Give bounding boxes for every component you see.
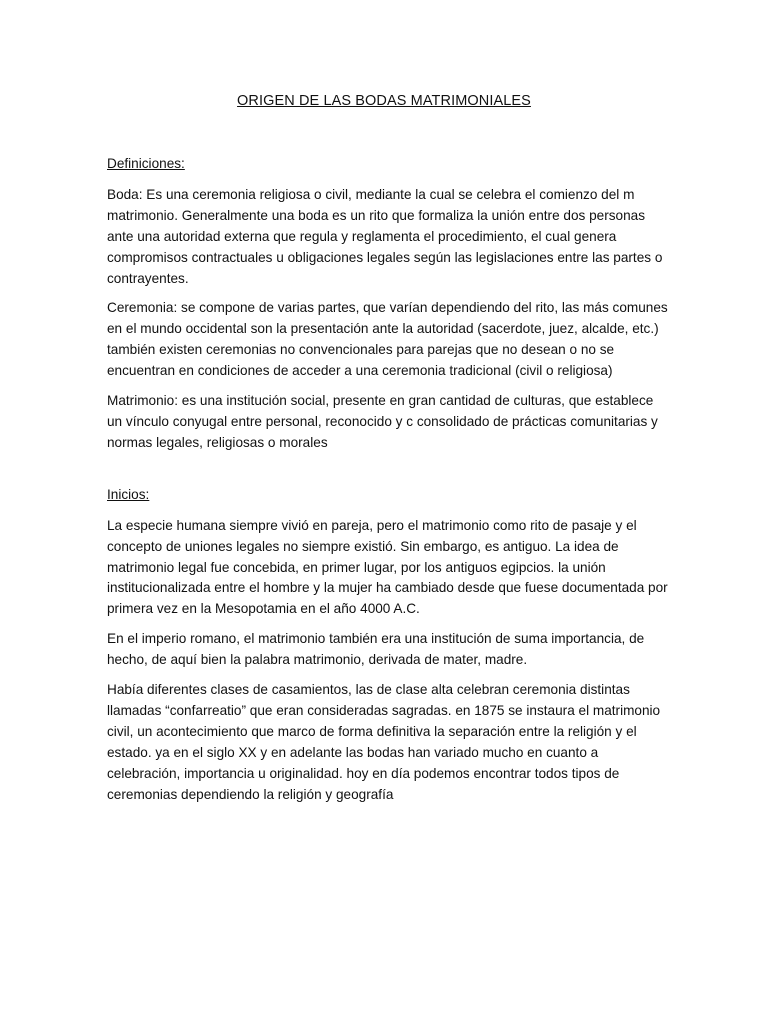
paragraph-matrimonio: Matrimonio: es una institución social, presente en gran cantidad de culturas, que establece un vínculo conyugal entre personal, reconocido y c consolidado de prácticas comunitarias y normas legales, religiosas o morales — [107, 393, 658, 450]
page-title: ORIGEN DE LAS BODAS MATRIMONIALES — [237, 93, 531, 109]
paragraph-casamientos: Había diferentes clases de casamientos, las de clase alta celebran ceremonia distintas llamadas “confarreatio” que eran consideradas sagradas. en 1875 se instaura el matrimonio civil, un acontecimiento que marco de forma definitiva la separación entre la religión y el estado. ya en el siglo XX y en adelante las bodas han variado mucho en cuanto a celebración, importancia u originalidad. hoy en día podemos encontrar todos tipos de ceremonias dependiendo la religión y geografía — [107, 682, 661, 802]
paragraph-ceremonia: Ceremonia: se compone de varias partes, que varían dependiendo del rito, las más comunes en el mundo occidental son la presentación ante la autoridad (sacerdote, juez, alcalde, etc.) también existen ceremonias no convencionales para parejas que no desean o no se encuentran en condiciones de acceder a una ceremonia tradicional (civil o religiosa) — [107, 300, 668, 379]
paragraph-imperio-romano: En el imperio romano, el matrimonio también era una institución de suma importancia, de hecho, de aquí bien la palabra matrimonio, derivada de mater, madre. — [107, 631, 645, 668]
paragraph-boda: Boda: Es una ceremonia religiosa o civil, mediante la cual se celebra el comienzo del m matrimonio. Generalmente una boda es un rito que formaliza la unión entre dos personas ante una autoridad externa que regula y reglamenta el procedimiento, el cual genera compromisos contractuales u obligaciones legales según las legislaciones entre las partes o contrayentes. — [107, 186, 663, 286]
section-heading-definiciones: Definiciones: — [107, 156, 185, 171]
section-heading-inicios: Inicios: — [107, 486, 150, 502]
document-body — [107, 154, 672, 805]
paragraph-especie-humana: La especie humana siempre vivió en pareja, pero el matrimonio como rito de pasaje y el concepto de uniones legales no siempre existió. Sin embargo, es antiguo. La idea de matrimonio legal fue concebida, en primer lugar, por los antiguos egipcios. la unión institucionalizada entre el hombre y la mujer ha cambiado desde que fuese documentada por primera vez en la Mesopotamia en el año 4000 A.C. — [107, 517, 668, 617]
